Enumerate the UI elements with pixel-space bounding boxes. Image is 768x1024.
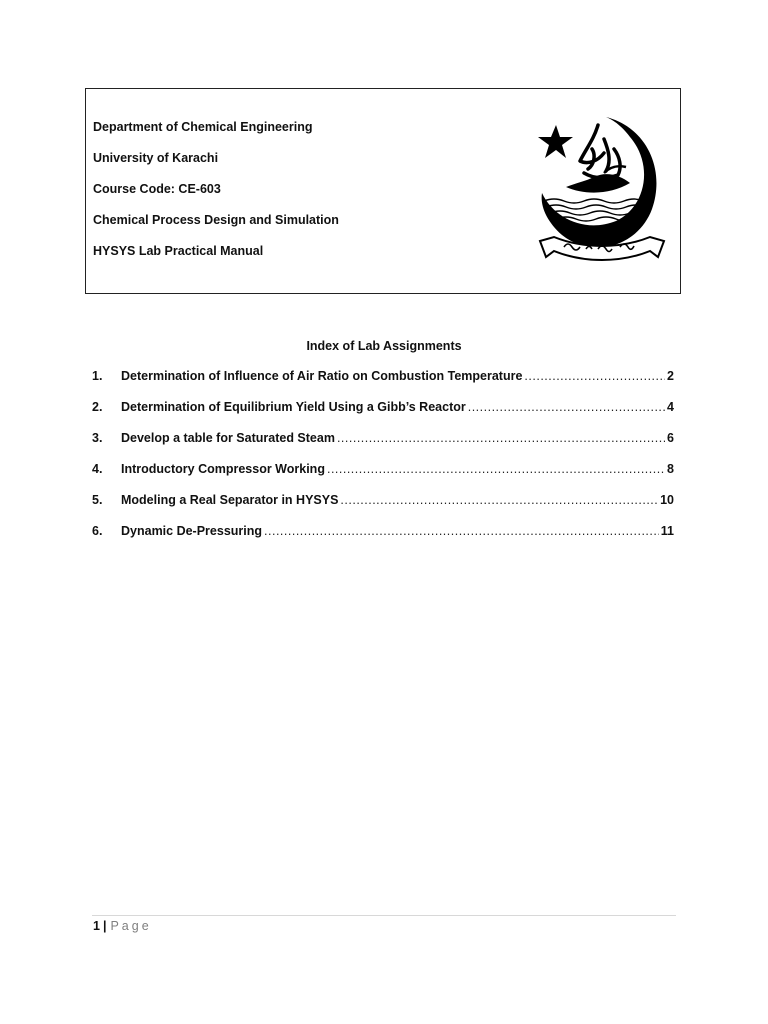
toc-entry-page: 8 (667, 462, 674, 476)
toc-entry-title: Dynamic De-Pressuring (121, 524, 263, 538)
toc-entry-number: 3. (92, 431, 103, 445)
toc-entry-title: Modeling a Real Separator in HYSYS (121, 493, 339, 507)
toc-entry-title: Determination of Equilibrium Yield Using a Gibb’s Reactor (121, 400, 466, 414)
course-title: Chemical Process Design and Simulation (93, 213, 339, 227)
toc-dot-leader (337, 431, 665, 445)
index-title: Index of Lab Assignments (306, 339, 462, 353)
toc-entry-number: 4. (92, 462, 103, 476)
toc-entry-title: Develop a table for Saturated Steam (121, 431, 335, 445)
toc-dot-leader (340, 493, 658, 507)
toc-entry-title: Determination of Influence of Air Ratio on Combustion Temperature (121, 369, 523, 383)
footer-page-number: 1 (93, 919, 100, 933)
manual-title: HYSYS Lab Practical Manual (93, 244, 264, 258)
footer-divider (92, 915, 676, 916)
university-crescent-star-logo-icon (534, 109, 668, 269)
toc-entry-3[interactable] (92, 431, 674, 462)
toc-entry-title: Introductory Compressor Working (121, 462, 325, 476)
toc-entry-page: 10 (660, 493, 674, 507)
course-code: Course Code: CE-603 (93, 182, 221, 196)
footer-page-label: Page (110, 919, 152, 933)
toc-entry-page: 2 (667, 369, 674, 383)
toc-entry-number: 2. (92, 400, 103, 414)
header-box (85, 88, 681, 294)
university-name: University of Karachi (93, 151, 219, 165)
toc-entry-page: 4 (667, 400, 674, 414)
toc-dot-leader (264, 524, 659, 538)
toc-dot-leader (327, 462, 665, 476)
table-of-contents (92, 369, 674, 555)
toc-dot-leader (524, 369, 665, 383)
toc-entry-2[interactable] (92, 400, 674, 431)
toc-dot-leader (468, 400, 665, 414)
toc-entry-number: 1. (92, 369, 103, 383)
header-lines (93, 119, 339, 274)
toc-entry-page: 11 (660, 524, 674, 538)
department-name: Department of Chemical Engineering (93, 120, 313, 134)
footer-separator: | (102, 919, 107, 933)
page-footer (93, 919, 152, 933)
toc-entry-1[interactable] (92, 369, 674, 400)
toc-entry-number: 5. (92, 493, 103, 507)
toc-entry-number: 6. (92, 524, 103, 538)
toc-entry-5[interactable] (92, 493, 674, 524)
toc-entry-4[interactable] (92, 462, 674, 493)
toc-entry-6[interactable] (92, 524, 674, 555)
toc-entry-page: 6 (667, 431, 674, 445)
